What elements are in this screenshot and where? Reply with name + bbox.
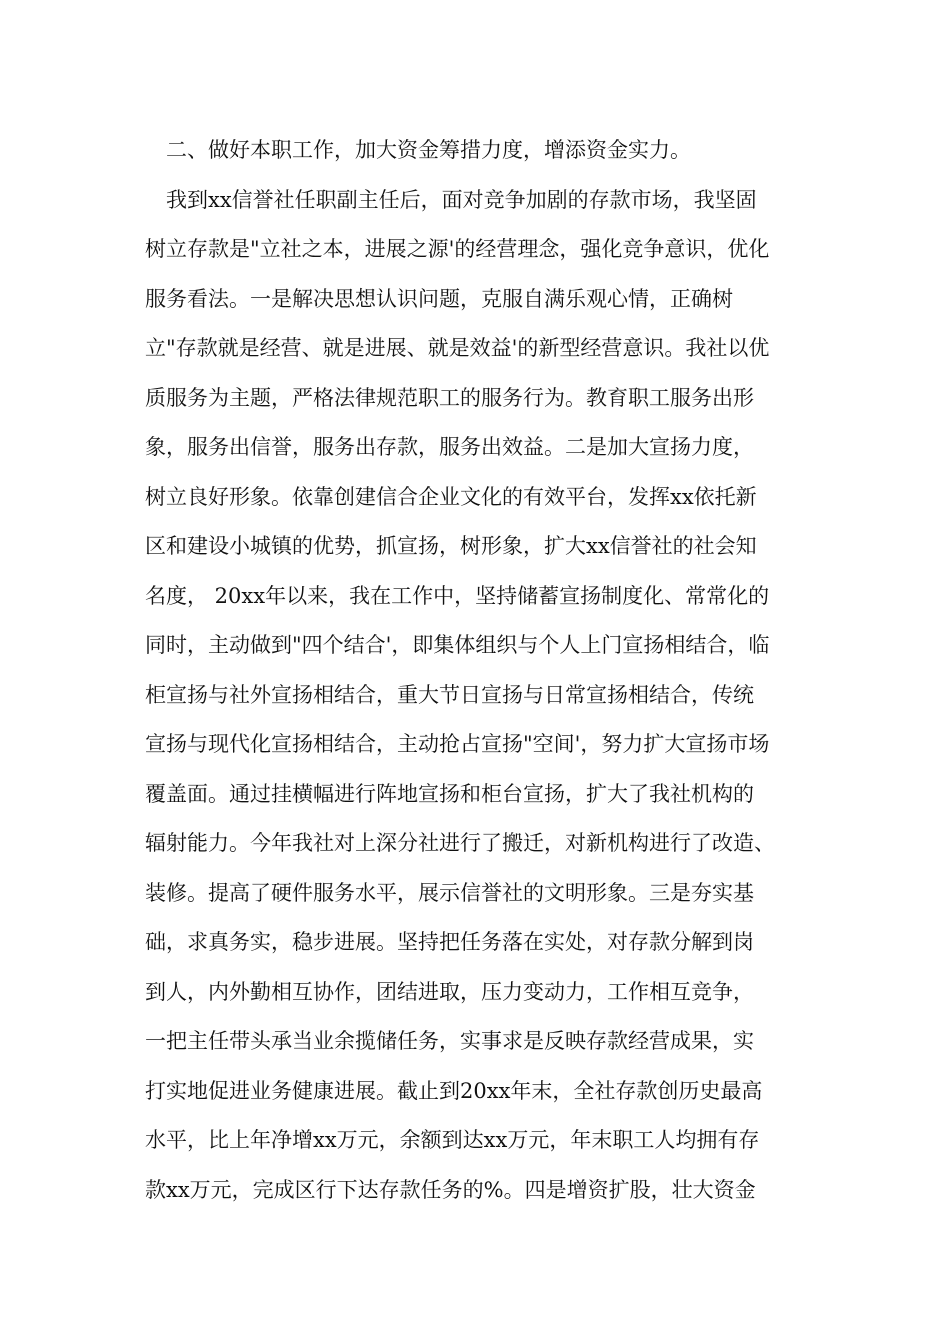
text-line: 质服务为主题，严格法律规范职工的服务行为。教育职工服务出形 xyxy=(145,385,754,410)
text-line: 名度， 20xx年以来，我在工作中，坚持储蓄宣扬制度化、常常化的 xyxy=(145,583,770,608)
text-line: 到人，内外勤相互协作，团结进取，压力变动力，工作相互竞争， xyxy=(145,979,754,1004)
text-line: 水平，比上年净增xx万元，余额到达xx万元，年末职工人均拥有存 xyxy=(145,1128,760,1152)
text-line: 我到xx信誉社任职副主任后，面对竞争加剧的存款市场，我坚固 xyxy=(145,187,757,212)
body-text xyxy=(145,130,825,1219)
text-line: 款xx万元，完成区行下达存款任务的%。四是增资扩股，壮大资金 xyxy=(145,1177,756,1202)
text-line: 服务看法。一是解决思想认识问题，克服自满乐观心情，正确树 xyxy=(145,286,733,311)
text-line: 打实地促进业务健康进展。截止到20xx年末，全社存款创历史最高 xyxy=(145,1078,763,1103)
text-line: 一把主任带头承当业余揽储任务，实事求是反映存款经营成果，实 xyxy=(145,1029,754,1053)
text-line: 树立良好形象。依靠创建信合企业文化的有效平台，发挥xx依托新 xyxy=(145,484,757,509)
text-line: 柜宣扬与社外宣扬相结合，重大节日宣扬与日常宣扬相结合，传统 xyxy=(145,682,754,707)
text-line: 象，服务出信誉，服务出存款，服务出效益。二是加大宣扬力度， xyxy=(145,435,754,459)
text-line: 立"存款就是经营、就是进展、就是效益'的新型经营意识。我社以优 xyxy=(145,336,770,360)
text-line: 区和建设小城镇的优势，抓宣扬，树形象，扩大xx信誉社的社会知 xyxy=(145,534,757,558)
text-line: 同时，主动做到"四个结合'，即集体组织与个人上门宣扬相结合，临 xyxy=(145,633,770,657)
text-line: 装修。提高了硬件服务水平，展示信誉社的文明形象。三是夯实基 xyxy=(145,880,754,905)
text-line: 辐射能力。今年我社对上深分社进行了搬迁，对新机构进行了改造、 xyxy=(145,831,775,855)
text-line: 宣扬与现代化宣扬相结合，主动抢占宣扬"空间'，努力扩大宣扬市场 xyxy=(145,732,770,756)
text-line: 覆盖面。通过挂横幅进行阵地宣扬和柜台宣扬，扩大了我社机构的 xyxy=(145,781,754,806)
text-line: 础，求真务实，稳步进展。坚持把任务落在实处，对存款分解到岗 xyxy=(145,930,754,954)
text-line: 树立存款是"立社之本，进展之源'的经营理念，强化竞争意识，优化 xyxy=(145,237,770,261)
text-line: 二、做好本职工作，加大资金筹措力度，增添资金实力。 xyxy=(145,138,691,162)
